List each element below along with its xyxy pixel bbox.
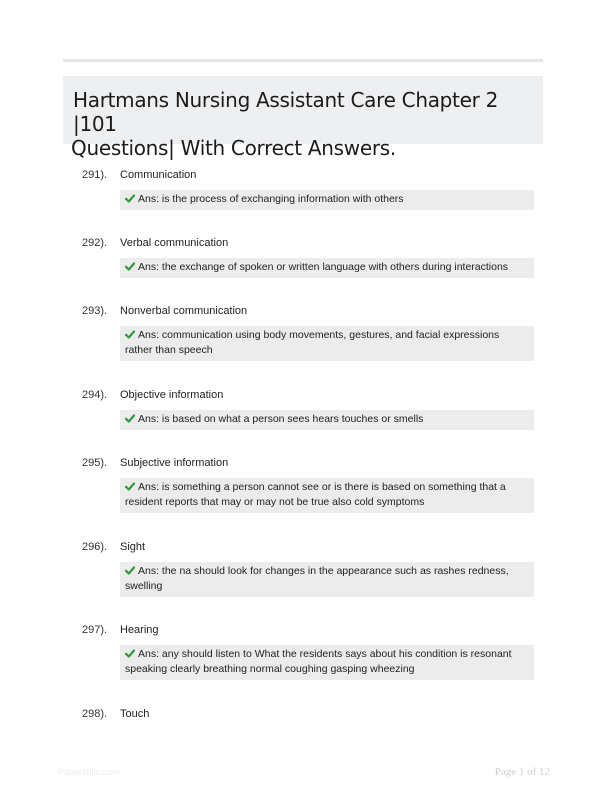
answer-box — [120, 190, 534, 210]
question-number: 296). — [82, 541, 108, 553]
checkmark-icon — [125, 414, 135, 423]
question-number: 297). — [82, 624, 108, 636]
answer-text: Ans: is based on what a person sees hears touches or smells — [138, 413, 424, 425]
question-text: Verbal communication — [120, 237, 229, 249]
answer-box — [120, 410, 534, 430]
title-line-1: Hartmans Nursing Assistant Care Chapter 2 |101 — [73, 88, 498, 136]
answer-box — [120, 562, 534, 597]
answer-text: Ans: is something a person cannot see or is there is based on something that a resident reports that may or may not be true also cold symptoms — [125, 481, 506, 508]
question-text: Touch — [120, 708, 150, 720]
title-line-2: Questions| With Correct Answers. — [71, 136, 396, 160]
answer-text: Ans: is the process of exchanging information with others — [138, 193, 404, 205]
question-number: 295). — [82, 457, 108, 469]
question-number: 294). — [82, 389, 108, 401]
question-text: Communication — [120, 169, 197, 181]
document-title — [63, 76, 543, 160]
answer-box — [120, 326, 534, 361]
top-divider — [63, 59, 543, 62]
answer-text: Ans: any should listen to What the residents says about his condition is resonant speaking clearly breathing normal coughing gasping wheezing — [125, 648, 512, 675]
question-text: Objective information — [120, 389, 224, 401]
answer-text: Ans: communication using body movements, gestures, and facial expressions rather than speech — [125, 329, 500, 356]
answer-text: Ans: the na should look for changes in the appearance such as rashes redness, swelling — [125, 565, 509, 592]
checkmark-icon — [125, 566, 135, 575]
checkmark-icon — [125, 330, 135, 339]
answer-box — [120, 258, 534, 278]
question-number: 293). — [82, 305, 108, 317]
answer-box — [120, 645, 534, 680]
footer-watermark: Papertiblic.com — [58, 767, 120, 777]
question-text: Subjective information — [120, 457, 229, 469]
checkmark-icon — [125, 649, 135, 658]
question-text: Sight — [120, 541, 146, 553]
checkmark-icon — [125, 482, 135, 491]
question-text: Nonverbal communication — [120, 305, 248, 317]
page-indicator: Page 1 of 12 — [494, 766, 550, 778]
question-number: 298). — [82, 708, 108, 720]
checkmark-icon — [125, 194, 135, 203]
question-number: 292). — [82, 237, 108, 249]
question-number: 291). — [82, 169, 108, 181]
question-text: Hearing — [120, 624, 159, 636]
answer-text: Ans: the exchange of spoken or written language with others during interactions — [138, 261, 509, 273]
checkmark-icon — [125, 262, 135, 271]
answer-box — [120, 478, 534, 513]
